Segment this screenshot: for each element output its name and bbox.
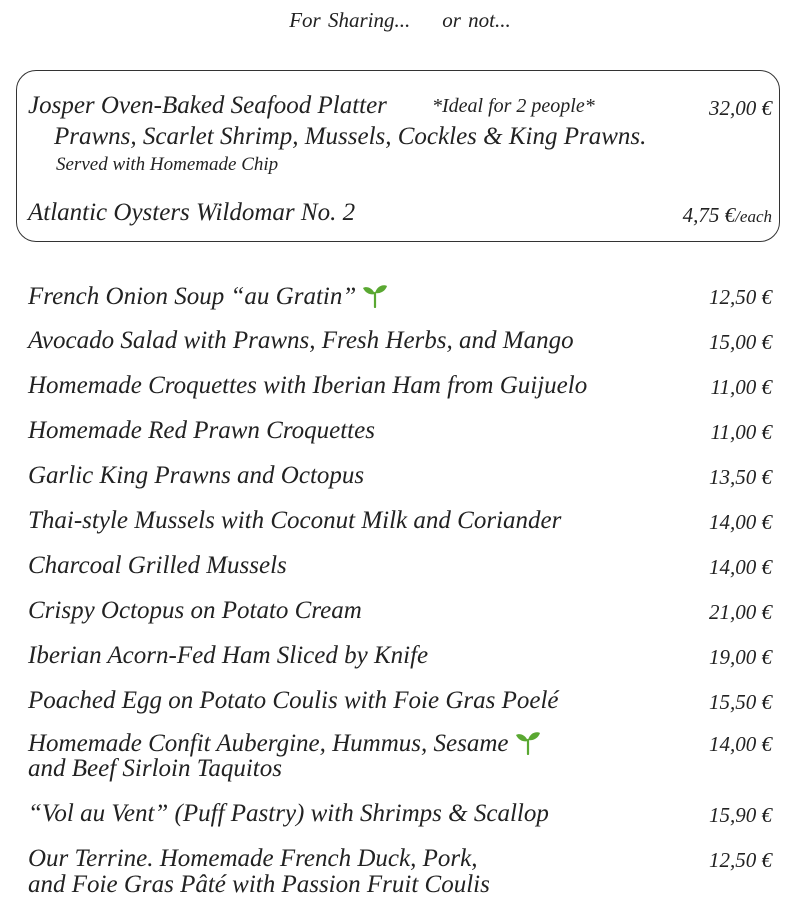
menu-item-name-text: Homemade Confit Aubergine, Hummus, Sesame <box>28 730 509 757</box>
platter-description: Prawns, Scarlet Shrimp, Mussels, Cockles & King Prawns. <box>54 123 647 150</box>
menu-item-name <box>28 282 388 311</box>
menu-item-price: 13,50 € <box>709 465 772 489</box>
menu-item-price: 14,00 € <box>709 732 772 756</box>
menu-item-name <box>28 507 561 535</box>
menu-item-price: 15,00 € <box>709 330 772 354</box>
menu-item-name <box>28 462 364 490</box>
menu-item <box>28 845 772 898</box>
menu-item-name-text: Crispy Octopus on Potato Cream <box>28 597 362 624</box>
menu-item-price: 15,90 € <box>709 803 772 827</box>
menu-item-name-text: Our Terrine. Homemade French Duck, Pork, <box>28 845 478 872</box>
sprout-icon <box>515 729 541 755</box>
menu-item <box>28 507 772 547</box>
menu-item-name <box>28 552 287 580</box>
menu-item-name-text: Homemade Red Prawn Croquettes <box>28 417 375 444</box>
menu-item-name <box>28 372 587 400</box>
menu-item-price: 11,00 € <box>710 375 772 399</box>
oysters-price: 4,75 € <box>682 203 736 227</box>
menu-item-price: 21,00 € <box>709 600 772 624</box>
menu-item <box>28 729 772 782</box>
menu-item-name-text: Iberian Acorn-Fed Ham Sliced by Knife <box>28 642 429 669</box>
menu-item-name-text: Charcoal Grilled Mussels <box>28 552 287 579</box>
menu-item-name <box>28 642 428 670</box>
menu-item-name <box>28 417 375 445</box>
heading-right: or not... <box>442 8 511 32</box>
section-heading <box>0 8 800 33</box>
menu-item <box>28 597 772 637</box>
sprout-icon <box>362 282 388 308</box>
menu-item-name-text: Homemade Croquettes with Iberian Ham from Guijuelo <box>28 372 588 399</box>
platter-price: 32,00 € <box>709 96 772 120</box>
menu-item <box>28 327 772 367</box>
oysters-price-group <box>683 203 772 228</box>
menu-item-name-text: French Onion Soup “au Gratin” <box>28 283 357 310</box>
platter-served: Served with Homemade Chip <box>56 154 279 175</box>
menu-item <box>28 552 772 592</box>
menu-item <box>28 642 772 682</box>
menu-item-name <box>28 327 574 355</box>
menu-item-name <box>28 800 549 828</box>
menu-item-name <box>28 729 541 758</box>
menu-item-price: 12,50 € <box>709 285 772 309</box>
menu-item-name-text: Poached Egg on Potato Coulis with Foie Gras Poelé <box>28 687 559 714</box>
menu-item-name-text: Garlic King Prawns and Octopus <box>28 462 365 489</box>
oysters-unit: /each <box>735 207 772 226</box>
oysters-name: Atlantic Oysters Wildomar No. 2 <box>28 199 356 226</box>
menu-item <box>28 687 772 727</box>
heading-left: For Sharing... <box>289 8 411 32</box>
menu-item-name-text: “Vol au Vent” (Puff Pastry) with Shrimps & Scallop <box>28 800 549 827</box>
menu-item <box>28 417 772 457</box>
menu-item <box>28 372 772 412</box>
menu-item-name-text: Thai-style Mussels with Coconut Milk and Coriander <box>28 507 562 534</box>
menu-item-price: 14,00 € <box>709 510 772 534</box>
menu-item-name-text: Avocado Salad with Prawns, Fresh Herbs, and Mango <box>28 327 574 354</box>
menu-item-name <box>28 597 362 625</box>
menu-item-name-line2: and Foie Gras Pâté with Passion Fruit Coulis <box>28 871 490 898</box>
menu-item <box>28 462 772 502</box>
menu-item-price: 12,50 € <box>709 848 772 872</box>
menu-item-price: 15,50 € <box>709 690 772 714</box>
menu-item-price: 14,00 € <box>709 555 772 579</box>
menu-item-name-line2: and Beef Sirloin Taquitos <box>28 755 282 782</box>
menu-item <box>28 282 772 322</box>
platter-name: Josper Oven-Baked Seafood Platter <box>28 92 387 119</box>
menu-item-name <box>28 687 559 715</box>
menu-item <box>28 800 772 840</box>
menu-item-price: 11,00 € <box>710 420 772 444</box>
menu-item-price: 19,00 € <box>709 645 772 669</box>
platter-note: *Ideal for 2 people* <box>432 95 595 117</box>
menu-item-name <box>28 845 477 873</box>
